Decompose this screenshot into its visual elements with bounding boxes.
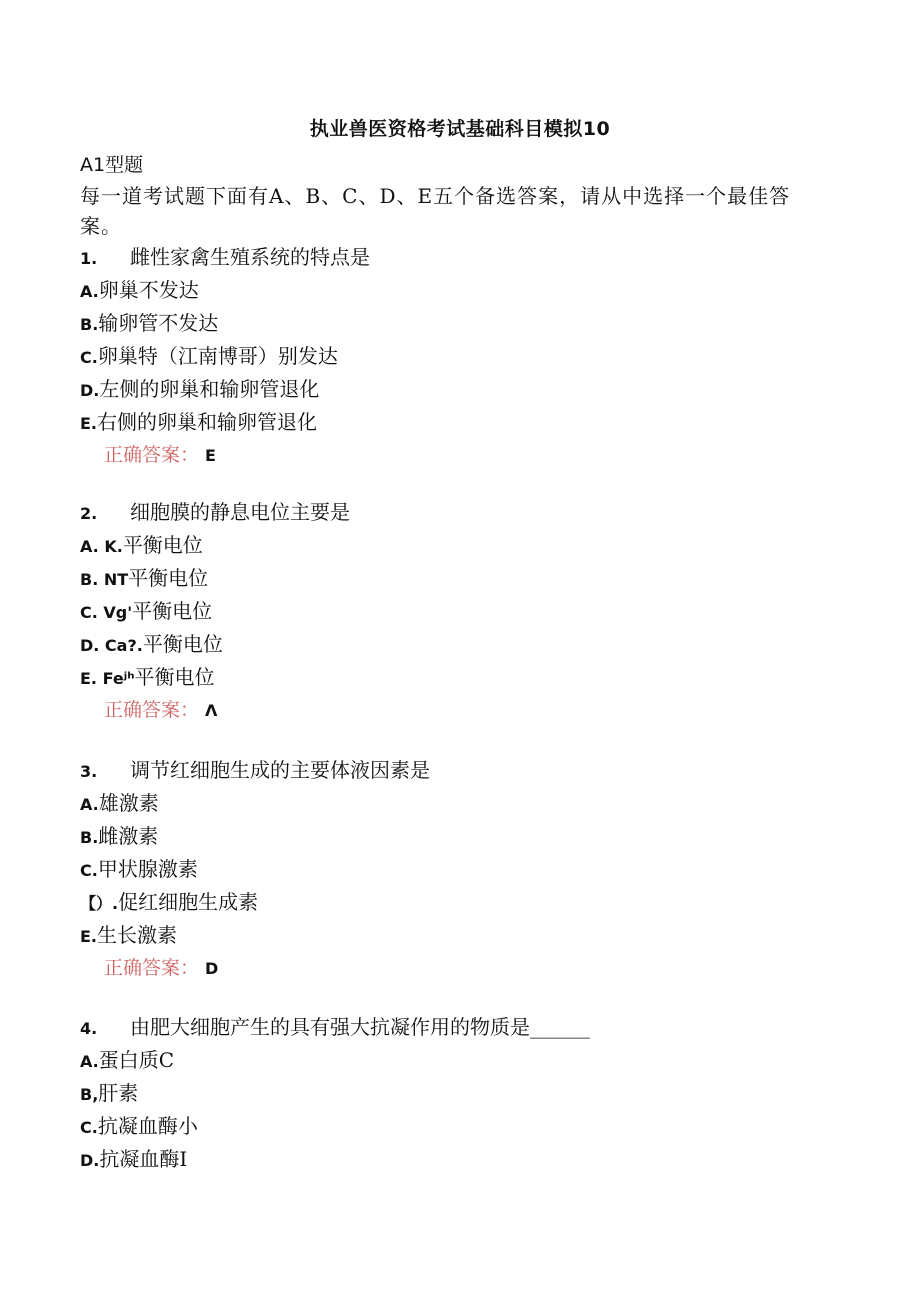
option-label: D.: [80, 381, 100, 400]
answer-label: 正确答案：: [104, 444, 200, 466]
question-number: 3.: [80, 762, 98, 781]
option-label: C.: [80, 1118, 98, 1137]
option-text: 蛋白质C: [98, 1048, 175, 1072]
answer-option: [80, 309, 218, 339]
option-text: 甲状腺激素: [97, 857, 198, 881]
answer-value: Λ: [205, 701, 218, 720]
option-text: 输卵管不发达: [98, 311, 219, 335]
correct-answer: [104, 441, 216, 470]
option-text: 平衡电位: [128, 566, 209, 590]
answer-option: [80, 855, 198, 885]
option-label: C. Vg': [80, 603, 133, 622]
question-text: 雌性家禽生殖系统的特点是: [130, 245, 370, 269]
question-number: 2.: [80, 504, 98, 523]
option-text: 平衡电位: [122, 533, 203, 557]
option-text: 肝素: [98, 1081, 139, 1105]
option-label: E.: [80, 414, 98, 433]
question-text: 调节红细胞生成的主要体液因素是: [130, 758, 430, 782]
option-label: E.: [80, 927, 98, 946]
answer-option: [80, 1112, 198, 1142]
option-label: B.: [80, 315, 99, 334]
answer-option: [80, 564, 208, 594]
option-label: D. Ca?.: [80, 636, 143, 655]
option-text: 右侧的卵巢和输卵管退化: [97, 410, 318, 434]
answer-option: [80, 408, 317, 438]
option-text: 平衡电位: [134, 665, 215, 689]
question-text: 细胞膜的静息电位主要是: [130, 500, 350, 524]
answer-option: [80, 822, 158, 852]
answer-option: [80, 375, 319, 405]
option-label: B. NT: [80, 570, 129, 589]
option-text: 抗凝血酶I: [99, 1147, 188, 1171]
answer-option: [80, 1145, 187, 1175]
answer-option: [80, 921, 177, 951]
option-text: 卵巢不发达: [98, 278, 199, 302]
option-label: B,: [80, 1085, 99, 1104]
answer-value: D: [205, 959, 219, 978]
option-text: 雄激素: [98, 791, 159, 815]
answer-label: 正确答案：: [104, 699, 200, 721]
question-stem: [80, 756, 430, 786]
option-label: A.: [80, 282, 99, 301]
answer-option: [80, 789, 159, 819]
question-number: 4.: [80, 1019, 98, 1038]
answer-option: [80, 1046, 174, 1076]
option-label: A.: [80, 1052, 99, 1071]
question-text: 由肥大细胞产生的具有强大抗凝作用的物质是______: [130, 1015, 590, 1039]
question-number: 1.: [80, 249, 98, 268]
option-text: 卵巢特（江南博哥）别发达: [97, 344, 338, 368]
option-text: 平衡电位: [132, 599, 213, 623]
option-label: C.: [80, 861, 98, 880]
answer-option: [80, 1079, 138, 1109]
answer-option: [80, 663, 215, 693]
answer-option: [80, 342, 338, 372]
option-label: D.: [80, 1151, 100, 1170]
answer-option: [80, 276, 199, 306]
option-label: A.: [80, 795, 99, 814]
option-label: C.: [80, 348, 98, 367]
option-text: 促红细胞生成素: [118, 890, 259, 914]
option-label: E. Feʲʰ: [80, 669, 135, 688]
question-stem: [80, 498, 350, 528]
option-label: 【）.: [80, 894, 119, 913]
answer-option: [80, 531, 203, 561]
answer-option: [80, 888, 258, 918]
correct-answer: [104, 696, 217, 725]
answer-value: E: [205, 446, 216, 465]
question-stem: [80, 243, 370, 273]
answer-option: [80, 630, 223, 660]
page-title: 执业兽医资格考试基础科目模拟10: [309, 118, 611, 140]
option-text: 抗凝血酶小: [97, 1114, 198, 1138]
option-text: 平衡电位: [142, 632, 223, 656]
answer-option: [80, 597, 212, 627]
section-heading: A1型题: [80, 154, 144, 176]
correct-answer: [104, 954, 218, 983]
answer-label: 正确答案：: [104, 957, 200, 979]
question-stem: [80, 1013, 590, 1043]
option-text: 左侧的卵巢和输卵管退化: [99, 377, 320, 401]
option-label: A. K.: [80, 537, 123, 556]
option-text: 雌激素: [98, 824, 159, 848]
instructions: 每一道考试题下面有A、B、C、D、E五个备选答案，请从中选择一个最佳答案。: [80, 184, 791, 238]
option-label: B.: [80, 828, 99, 847]
option-text: 生长激素: [97, 923, 178, 947]
